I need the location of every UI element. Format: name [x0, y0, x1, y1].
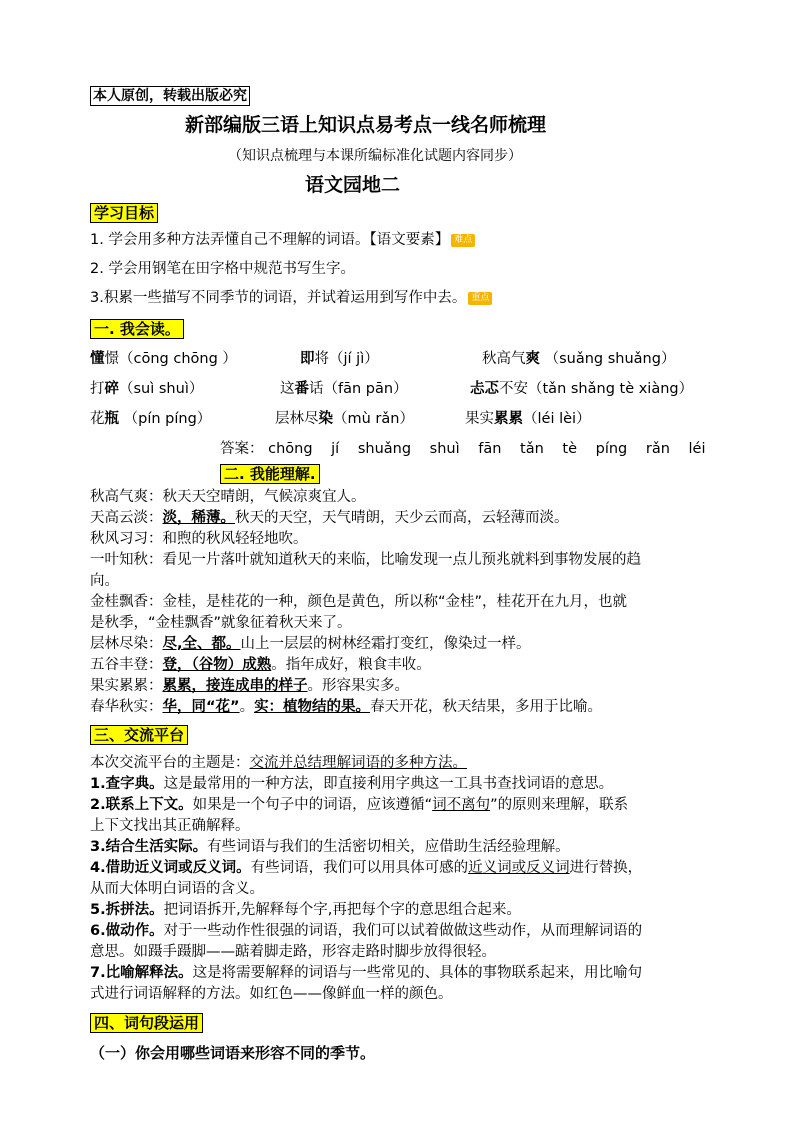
read-word: 忐忑不安（tǎn shǎng tè xiàng） [470, 381, 694, 397]
document-subtitle: （知识点梳理与本课所编标准化试题内容同步） [228, 148, 522, 164]
method-item: 1.查字典。这是最常用的一种方法，即直接利用字典这一工具书查找词语的意思。 [90, 776, 614, 792]
idiom-item-continued: 向。 [90, 573, 119, 589]
key-point-tag: 重点 [468, 292, 492, 305]
read-word: 打碎（suì shuì） [90, 381, 204, 397]
answer-line: 答案： chōng jí shuǎng shuì fān tǎn tè píng rǎn léi [220, 441, 706, 457]
method-item-continued: 从而大体明白词语的含义。 [90, 881, 264, 897]
goal-3: 3.积累一些描写不同季节的词语，并试着运用到写作中去。 重点 [90, 288, 710, 309]
idiom-item: 一叶知秋：看见一片落叶就知道秋天的来临，比喻发现一点儿预兆就料到事物发展的趋 [90, 552, 641, 568]
section-heading-understand: 二. 我能理解. [220, 463, 320, 484]
usage-question-1: （一）你会用哪些词语来形容不同的季节。 [90, 1044, 376, 1062]
read-word: 懂憬（cōng chōng ） [90, 351, 237, 367]
method-item-continued: 式进行词语解释的方法。如红色——像鲜血一样的颜色。 [90, 986, 453, 1002]
idiom-item: 层林尽染：尽,全、都。山上一层层的树林经霜打变红，像染过一样。 [90, 636, 531, 652]
goal-2: 2. 学会用钢笔在田字格中规范书写生字。 [90, 261, 355, 277]
method-item: 7.比喻解释法。这是将需要解释的词语与一些常见的、具体的事物联系起来，用比喻句 [90, 965, 643, 981]
method-item: 3.结合生活实际。有些词语与我们的生活密切相关，应借助生活经验理解。 [90, 839, 570, 855]
method-item-continued: 意思。如蹑手蹑脚——踮着脚走路，形容走路时脚步放得很轻。 [90, 944, 496, 960]
idiom-item-continued: 是秋季，“金桂飘香”就象征着秋天来了。 [90, 615, 352, 631]
idiom-item: 秋高气爽：秋天天空晴朗，气候凉爽宜人。 [90, 489, 366, 505]
idiom-item: 金桂飘香：金桂，是桂花的一种，颜色是黄色，所以称“金桂”，桂花开在九月，也就 [90, 594, 628, 610]
method-item: 5.拆拼法。把词语拆开,先解释每个字,再把每个字的意思组合起来。 [90, 902, 521, 918]
method-item: 6.做动作。对于一些动作性很强的词语，我们可以试着做做这些动作，从而理解词语的 [90, 923, 643, 939]
section-heading-read: 一. 我会读。 [90, 318, 184, 339]
read-word: 花瓶 （pín píng） [90, 411, 212, 427]
section-heading-exchange: 三、交流平台 [90, 724, 188, 745]
read-word: 即将（jí jì） [300, 351, 379, 367]
method-item: 4.借助近义词或反义词。有些词语，我们可以用具体可感的近义词或反义词进行替换， [90, 860, 643, 876]
idiom-item: 秋风习习：和煦的秋风轻轻地吹。 [90, 531, 308, 547]
idiom-item: 春华秋实：华，同“花”。实：植物结的果。春天开花，秋天结果，多用于比喻。 [90, 699, 603, 715]
goal-1: 1. 学会用多种方法弄懂自己不理解的词语。【语文要素】 难点 [90, 230, 710, 251]
section-heading-goals: 学习目标 [90, 202, 158, 223]
read-word: 这番话（fān pān） [280, 381, 408, 397]
idiom-item: 天高云淡：淡，稀薄。秋天的天空，天气晴朗，天少云而高，云轻薄而淡。 [90, 510, 569, 526]
section-heading-usage: 四、词句段运用 [90, 1012, 203, 1033]
lesson-title: 语文园地二 [305, 174, 401, 196]
copyright-notice: 本人原创，转载出版必究 [90, 86, 250, 106]
method-item: 2.联系上下文。如果是一个句子中的词语，应该遵循“词不离句”的原则来理解，联系 [90, 797, 629, 813]
read-word: 秋高气爽 （suǎng shuǎng） [482, 351, 676, 367]
method-item-continued: 上下文找出其正确解释。 [90, 818, 250, 834]
read-word: 层林尽染（mù rǎn） [275, 411, 414, 427]
difficulty-tag: 难点 [451, 234, 475, 247]
exchange-intro: 本次交流平台的主题是：交流并总结理解词语的多种方法。 [90, 755, 467, 771]
idiom-item: 五谷丰登：登，（谷物）成熟。指年成好，粮食丰收。 [90, 657, 431, 673]
idiom-item: 果实累累：累累，接连成串的样子。形容果实多。 [90, 678, 409, 694]
document-title: 新部编版三语上知识点易考点一线名师梳理 [185, 114, 547, 136]
read-word: 果实累累（léi lèi） [465, 411, 591, 427]
